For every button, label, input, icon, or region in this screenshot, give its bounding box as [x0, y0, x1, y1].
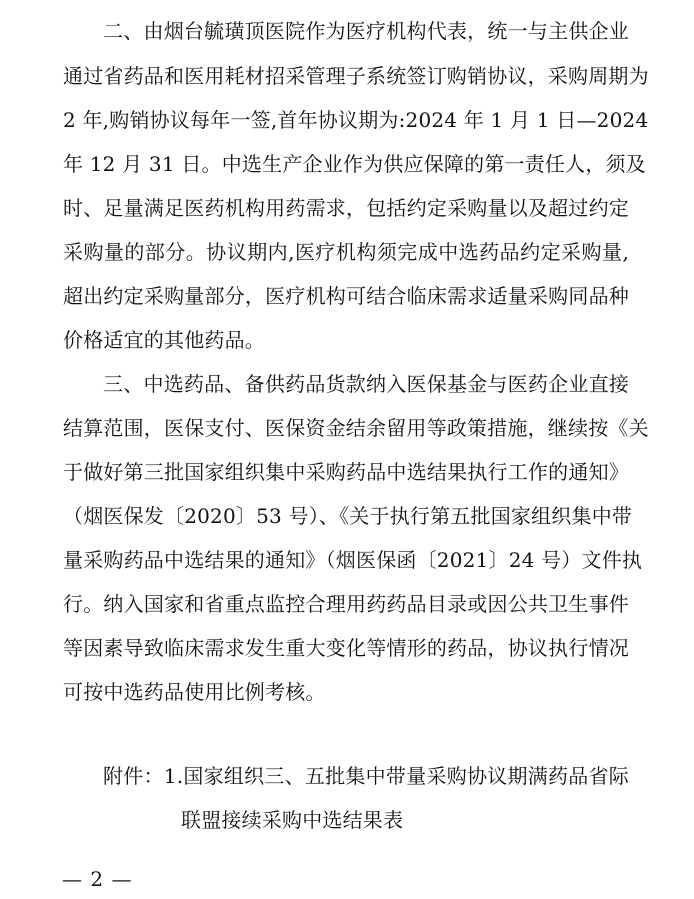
paragraph-3-line-6: 行。纳入国家和省重点监控合理用药药品目录或因公共卫生事件: [63, 592, 629, 616]
paragraph-3-line-2: 结算范围，医保支付、医保资金结余留用等政策措施，继续按《关: [63, 416, 649, 440]
paragraph-2-line-3: 2 年,购销协议每年一签,首年协议期为:2024 年 1 月 1 日—2024: [63, 108, 649, 132]
paragraph-2-line-1: 二、由烟台毓璜顶医院作为医疗机构代表，统一与主供企业: [103, 19, 629, 43]
paragraph-3-line-3: 于做好第三批国家组织集中采购药品中选结果执行工作的通知》: [63, 460, 629, 484]
paragraph-2-line-7: 超出约定采购量部分，医疗机构可结合临床需求适量采购同品种: [63, 284, 629, 308]
paragraph-3-line-8: 可按中选药品使用比例考核。: [63, 680, 326, 704]
paragraph-3-line-7: 等因素导致临床需求发生重大变化等情形的药品，协议执行情况: [63, 636, 629, 660]
paragraph-2-line-5: 时、足量满足医药机构用药需求，包括约定采购量以及超过约定: [63, 196, 629, 220]
paragraph-3-line-1: 三、中选药品、备供药品货款纳入医保基金与医药企业直接: [103, 372, 629, 396]
attachment-line-1: 附件：1.国家组织三、五批集中带量采购协议期满药品省际: [103, 764, 629, 788]
paragraph-2-line-8: 价格适宜的其他药品。: [63, 328, 265, 352]
paragraph-2-line-6: 采购量的部分。协议期内,医疗机构须完成中选药品约定采购量,: [63, 240, 629, 264]
paragraph-2-line-4: 年 12 月 31 日。中选生产企业作为供应保障的第一责任人，须及: [63, 152, 646, 176]
paragraph-3-line-4: （烟医保发〔2020〕53 号）、《关于执行第五批国家组织集中带: [63, 504, 633, 528]
page-number: — 2 —: [62, 867, 133, 891]
paragraph-3-line-5: 量采购药品中选结果的通知》（烟医保函〔2021〕24 号）文件执: [63, 548, 643, 572]
paragraph-2-line-2: 通过省药品和医用耗材招采管理子系统签订购销协议，采购周期为: [63, 64, 649, 88]
attachment-line-2: 联盟接续采购中选结果表: [181, 808, 404, 832]
